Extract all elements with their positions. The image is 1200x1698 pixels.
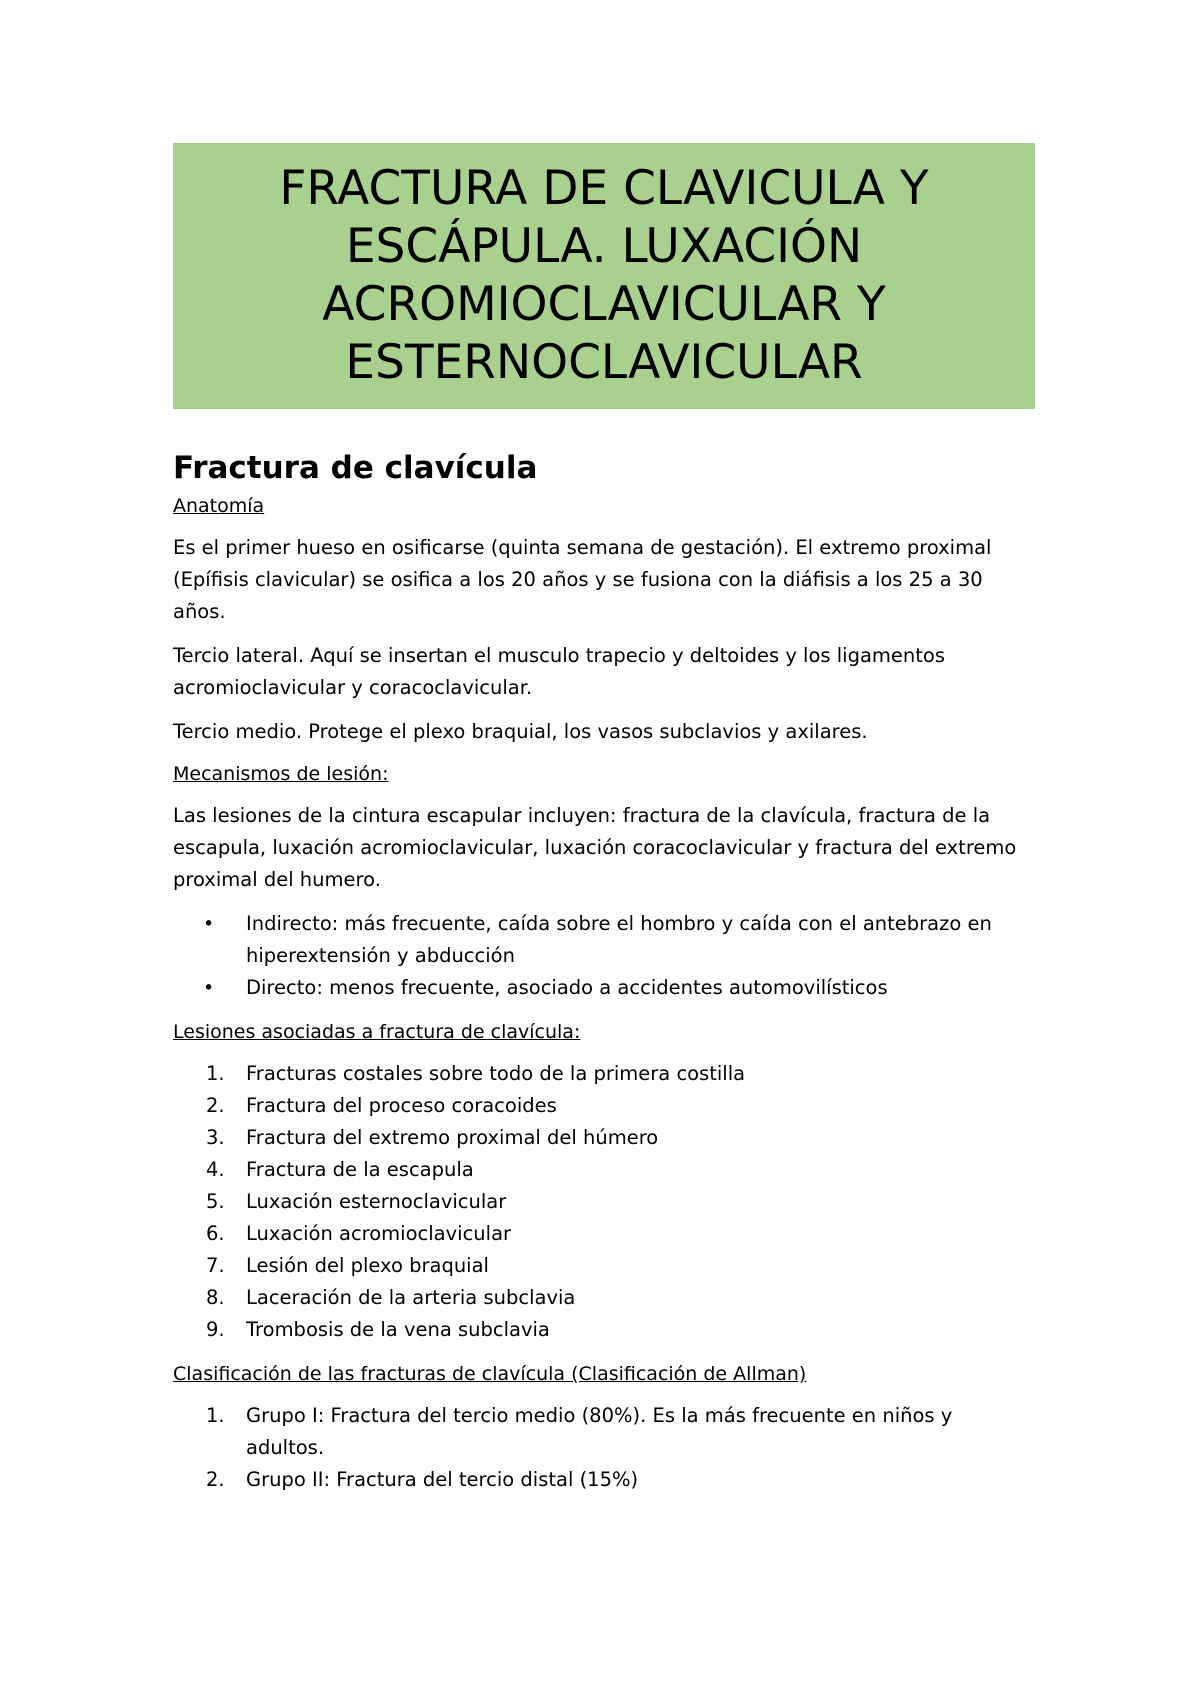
list-number: 2. (206, 1094, 225, 1117)
list-item-text: Luxación acromioclavicular (246, 1222, 512, 1245)
list-item (173, 1218, 1035, 1250)
list-number: 9. (206, 1318, 225, 1341)
list-item (173, 908, 1035, 972)
list-item-text: Lesión del plexo braquial (246, 1254, 489, 1277)
list-item-text: Indirecto: más frecuente, caída sobre el hombro y caída con el antebrazo en hiperextensión y abducción (246, 912, 992, 967)
clasificacion-numbered-list (173, 1400, 1035, 1496)
list-item (173, 1090, 1035, 1122)
list-item (173, 1400, 1035, 1464)
list-item-text: Grupo II: Fractura del tercio distal (15%) (246, 1468, 639, 1491)
list-item-text: Fractura del proceso coracoides (246, 1094, 557, 1117)
mecanismos-bullet-list (173, 908, 1035, 1004)
lesiones-heading: Lesiones asociadas a fractura de clavícula: (173, 1021, 581, 1043)
document-body (173, 448, 1035, 1510)
list-number: 7. (206, 1254, 225, 1277)
list-item-text: Grupo I: Fractura del tercio medio (80%). Es la más frecuente en niños y adultos. (246, 1404, 953, 1459)
list-item-text: Trombosis de la vena subclavia (246, 1318, 550, 1341)
bullet-icon: • (203, 913, 215, 935)
lesiones-numbered-list (173, 1058, 1035, 1346)
list-item (173, 1154, 1035, 1186)
clasificacion-heading: Clasificación de las fracturas de clavícula (Clasificación de Allman) (173, 1363, 807, 1385)
list-number: 5. (206, 1190, 225, 1213)
list-item-text: Directo: menos frecuente, asociado a accidentes automovilísticos (246, 976, 888, 999)
section-title: Fractura de clavícula (173, 450, 538, 486)
list-number: 8. (206, 1286, 225, 1309)
list-item-text: Fracturas costales sobre todo de la primera costilla (246, 1062, 746, 1085)
anatomia-paragraph-3: Tercio medio. Protege el plexo braquial, los vasos subclavios y axilares. (173, 720, 868, 743)
list-number: 2. (206, 1468, 225, 1491)
mecanismos-heading: Mecanismos de lesión: (173, 763, 389, 785)
list-item (173, 1058, 1035, 1090)
title-line: FRACTURA DE CLAVICULA Y (279, 161, 929, 216)
list-item-text: Fractura de la escapula (246, 1158, 474, 1181)
title-line: ESCÁPULA. LUXACIÓN (345, 219, 863, 274)
list-item (173, 1314, 1035, 1346)
list-item (173, 1464, 1035, 1496)
bullet-icon: • (203, 977, 215, 999)
mecanismos-paragraph: Las lesiones de la cintura escapular incluyen: fractura de la clavícula, fractura de la escapula, luxación acromioclavicular, luxación coracoclavicular y fractura del extremo proximal del humero. (173, 804, 1017, 891)
list-item-text: Laceración de la arteria subclavia (246, 1286, 576, 1309)
list-number: 1. (206, 1062, 225, 1085)
list-item (173, 1122, 1035, 1154)
list-number: 4. (206, 1158, 225, 1181)
title-banner (173, 143, 1035, 409)
list-number: 1. (206, 1404, 225, 1427)
list-item-text: Fractura del extremo proximal del húmero (246, 1126, 659, 1149)
anatomia-paragraph-1: Es el primer hueso en osificarse (quinta semana de gestación). El extremo proximal (Epífisis clavicular) se osifica a los 20 años y se fusiona con la diáfisis a los 25 a 30 años. (173, 536, 992, 623)
list-item (173, 1250, 1035, 1282)
list-item (173, 1282, 1035, 1314)
list-item (173, 972, 1035, 1004)
list-number: 6. (206, 1222, 225, 1245)
list-number: 3. (206, 1126, 225, 1149)
anatomia-heading: Anatomía (173, 495, 265, 517)
list-item (173, 1186, 1035, 1218)
title-line: ACROMIOCLAVICULAR Y (322, 277, 886, 332)
list-item-text: Luxación esternoclavicular (246, 1190, 507, 1213)
anatomia-paragraph-2: Tercio lateral. Aquí se insertan el musculo trapecio y deltoides y los ligamentos acromioclavicular y coracoclavicular. (173, 644, 946, 699)
title-line: ESTERNOCLAVICULAR (345, 335, 863, 390)
